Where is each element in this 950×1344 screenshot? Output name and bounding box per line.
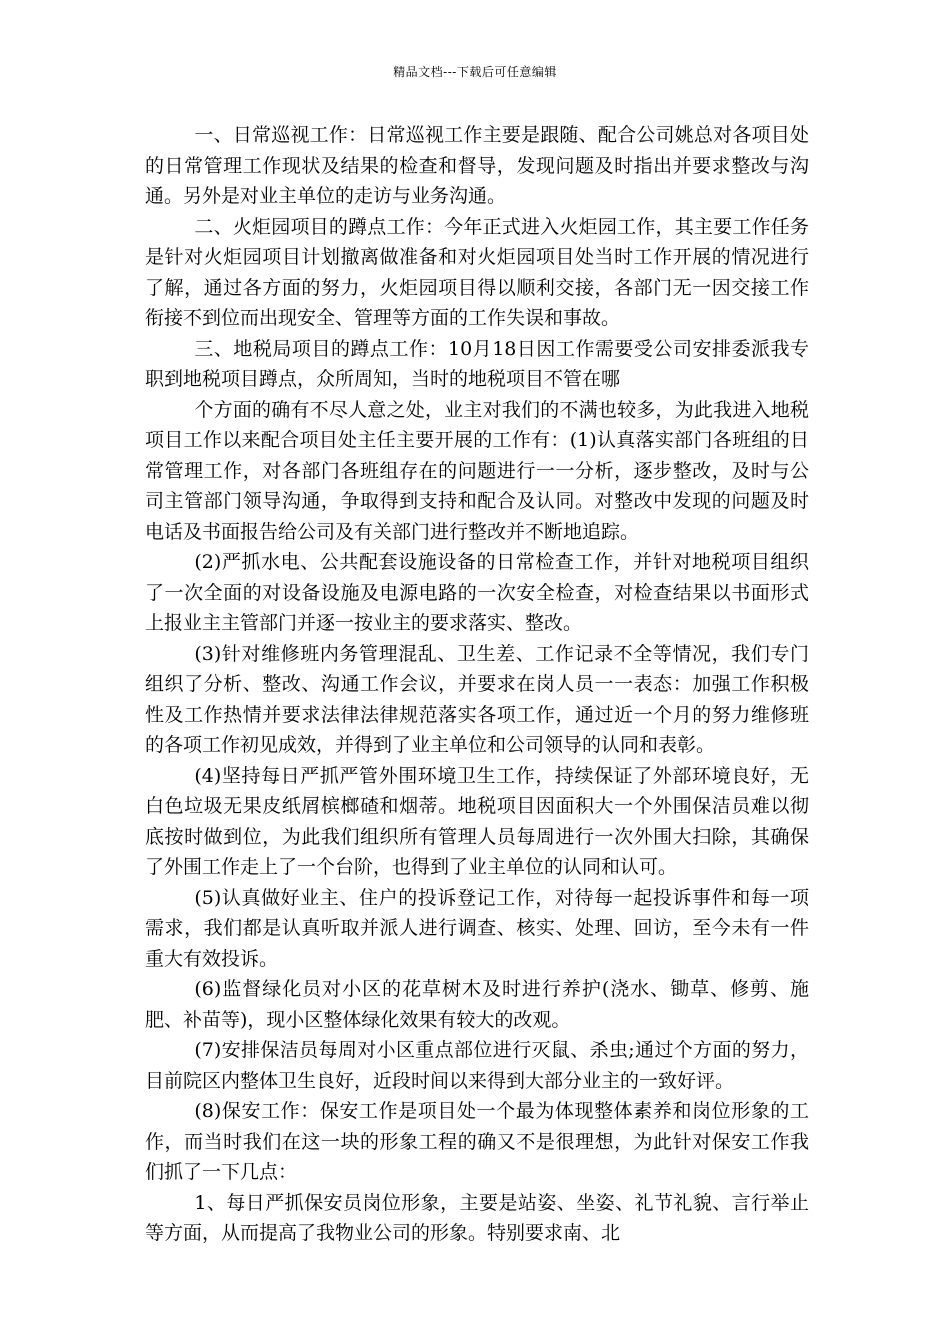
document-body <box>145 120 809 1249</box>
paragraph-security-point-1: 1、每日严抓保安员岗位形象，主要是站姿、坐姿、礼节礼貌、言行举止等方面，从而提高了我物业公司的形象。特别要求南、北 <box>145 1191 809 1244</box>
paragraph-tax-bureau-project: 三、地税局项目的蹲点工作：10月18日因工作需要受公司安排委派我专职到地税项目蹲点，众所周知，当时的地税项目不管在哪 <box>145 337 809 390</box>
paragraph-work-item-6: (6)监督绿化员对小区的花草树木及时进行养护(浇水、锄草、修剪、施肥、补苗等)，现小区整体绿化效果有较大的改观。 <box>145 978 809 1031</box>
paragraph-work-item-1: 个方面的确有不尽人意之处，业主对我们的不满也较多，为此我进入地税项目工作以来配合项目处主任主要开展的工作有：(1)认真落实部门各班组的日常管理工作，对各部门各班组存在的问题进行一一分析，逐步整改，及时与公司主管部门领导沟通，争取得到支持和配合及认同。对整改中发现的问题及时电话及书面报告给公司及有关部门进行整改并不断地追踪。 <box>145 398 809 543</box>
paragraph-work-item-8: (8)保安工作：保安工作是项目处一个最为体现整体素养和岗位形象的工作，而当时我们在这一块的形象工程的确又不是很理想，为此针对保安工作我们抓了一下几点： <box>145 1100 809 1183</box>
page-header: 精品文档---下载后可任意编辑 <box>393 65 557 79</box>
paragraph-work-item-3: (3)针对维修班内务管理混乱、卫生差、工作记录不全等情况，我们专门组织了分析、整改、沟通工作会议，并要求在岗人员一一表态：加强工作积极性及工作热情并要求法律法律规范落实各项工作，通过近一个月的努力维修班的各项工作初见成效，并得到了业主单位和公司领导的认同和表彰。 <box>145 642 809 756</box>
paragraph-work-item-2: (2)严抓水电、公共配套设施设备的日常检查工作，并针对地税项目组织了一次全面的对设备设施及电源电路的一次安全检查，对检查结果以书面形式上报业主主管部门并逐一按业主的要求落实、整改。 <box>145 551 809 634</box>
paragraph-torch-park-project: 二、火炬园项目的蹲点工作：今年正式进入火炬园工作，其主要工作任务是针对火炬园项目计划撤离做准备和对火炬园项目处当时工作开展的情况进行了解，通过各方面的努力，火炬园项目得以顺利交接，各部门无一因交接工作衔接不到位而出现安全、管理等方面的工作失误和事故。 <box>145 215 809 329</box>
paragraph-work-item-5: (5)认真做好业主、住户的投诉登记工作，对待每一起投诉事件和每一项需求，我们都是认真听取并派人进行调查、核实、处理、回访，至今未有一件重大有效投诉。 <box>145 886 809 970</box>
paragraph-daily-inspection: 一、日常巡视工作：日常巡视工作主要是跟随、配合公司姚总对各项目处的日常管理工作现状及结果的检查和督导，发现问题及时指出并要求整改与沟通。另外是对业主单位的走访与业务沟通。 <box>145 124 809 207</box>
paragraph-work-item-4: (4)坚持每日严抓严管外围环境卫生工作，持续保证了外部环境良好，无白色垃圾无果皮纸屑槟榔碴和烟蒂。地税项目因面积大一个外围保洁员难以彻底按时做到位，为此我们组织所有管理人员每周进行一次外围大扫除，其确保了外围工作走上了一个台阶，也得到了业主单位的认同和认可。 <box>145 764 809 878</box>
paragraph-work-item-7: (7)安排保洁员每周对小区重点部位进行灭鼠、杀虫;通过个方面的努力，目前院区内整体卫生良好，近段时间以来得到大部分业主的一致好评。 <box>145 1039 809 1092</box>
